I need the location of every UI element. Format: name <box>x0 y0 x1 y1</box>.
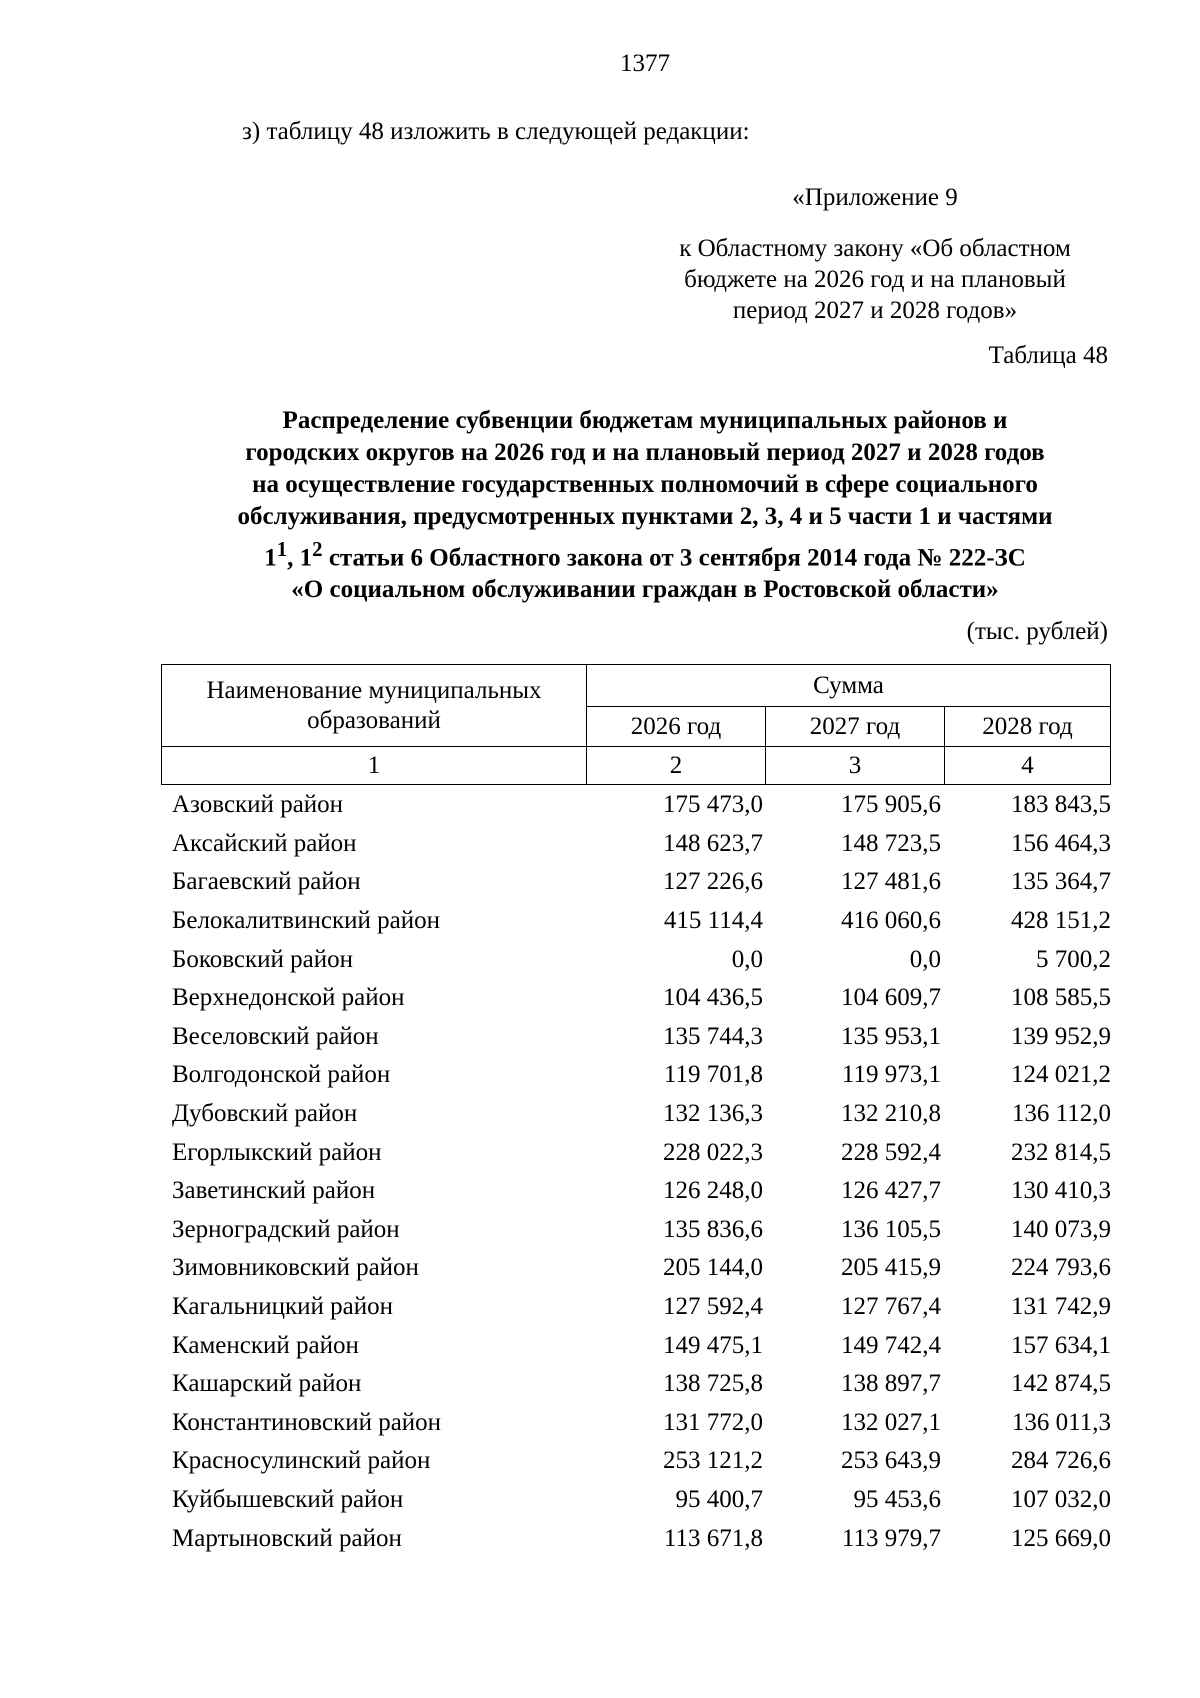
superscript: 2 <box>312 537 323 561</box>
value-2026: 127 226,6 <box>663 868 763 896</box>
municipality-name: Верхнедонской район <box>172 984 405 1012</box>
value-2027: 132 210,8 <box>841 1100 941 1128</box>
municipality-name: Каменский район <box>172 1331 359 1359</box>
value-2028: 157 634,1 <box>1011 1331 1111 1359</box>
table-row <box>161 1056 1111 1095</box>
value-2027: 104 609,7 <box>841 984 941 1012</box>
value-2027: 253 643,9 <box>841 1447 941 1475</box>
municipality-name: Куйбышевский район <box>172 1485 404 1513</box>
appendix-block <box>640 182 1110 326</box>
year-header: 2027 год <box>766 707 945 747</box>
value-2027: 205 415,9 <box>841 1254 941 1282</box>
value-2027: 127 481,6 <box>841 868 941 896</box>
table-row <box>161 940 1111 979</box>
value-2028: 139 952,9 <box>1011 1022 1111 1050</box>
sum-header: Сумма <box>587 665 1111 707</box>
municipality-name: Красносулинский район <box>172 1447 431 1475</box>
value-2027: 135 953,1 <box>841 1022 941 1050</box>
table-row <box>161 1211 1111 1250</box>
value-2027: 95 453,6 <box>853 1485 941 1513</box>
value-2026: 132 136,3 <box>663 1100 763 1128</box>
title-line <box>150 533 1140 574</box>
value-2026: 149 475,1 <box>663 1331 763 1359</box>
municipality-name: Аксайский район <box>172 829 357 857</box>
table-row <box>161 1018 1111 1057</box>
value-2028: 284 726,6 <box>1011 1447 1111 1475</box>
name-column-header <box>162 665 587 747</box>
title-line: «О социальном обслуживании граждан в Ростовской области» <box>291 576 999 604</box>
year-header: 2028 год <box>945 707 1111 747</box>
appendix-title: «Приложение 9 <box>792 184 958 211</box>
value-2026: 253 121,2 <box>663 1447 763 1475</box>
column-number: 2 <box>587 747 766 785</box>
value-2026: 228 022,3 <box>663 1138 763 1166</box>
units-label: (тыс. рублей) <box>966 618 1108 645</box>
municipality-name: Боковский район <box>172 945 353 973</box>
table-row <box>161 825 1111 864</box>
municipality-name: Азовский район <box>172 791 344 819</box>
value-2027: 0,0 <box>909 945 941 973</box>
value-2027: 138 897,7 <box>841 1370 941 1398</box>
appendix-line: период 2027 и 2028 годов» <box>732 297 1018 324</box>
page-number: 1377 <box>620 50 670 77</box>
value-2028: 5 700,2 <box>1036 945 1111 973</box>
value-2026: 415 114,4 <box>663 907 763 935</box>
value-2026: 205 144,0 <box>663 1254 763 1282</box>
appendix-line: бюджете на 2026 год и на плановый <box>684 266 1066 293</box>
value-2026: 138 725,8 <box>663 1370 763 1398</box>
value-2027: 127 767,4 <box>841 1293 941 1321</box>
value-2028: 224 793,6 <box>1011 1254 1111 1282</box>
value-2028: 232 814,5 <box>1011 1138 1111 1166</box>
value-2026: 127 592,4 <box>663 1293 763 1321</box>
municipality-name: Кагальницкий район <box>172 1293 394 1321</box>
table-row <box>161 863 1111 902</box>
value-2028: 156 464,3 <box>1011 829 1111 857</box>
value-2028: 142 874,5 <box>1011 1370 1111 1398</box>
value-2027: 149 742,4 <box>841 1331 941 1359</box>
municipality-name: Егорлыкский район <box>172 1138 382 1166</box>
year-header: 2026 год <box>587 707 766 747</box>
value-2027: 228 592,4 <box>841 1138 941 1166</box>
table-body <box>161 786 1111 1558</box>
value-2028: 135 364,7 <box>1011 868 1111 896</box>
table-row <box>161 1095 1111 1134</box>
value-2026: 126 248,0 <box>663 1177 763 1205</box>
municipality-name: Кашарский район <box>172 1370 362 1398</box>
table-row <box>161 1326 1111 1365</box>
table-row <box>161 979 1111 1018</box>
table-row <box>161 1365 1111 1404</box>
table-row <box>161 1249 1111 1288</box>
title-text: 1 <box>264 544 277 572</box>
document-title <box>150 405 1140 606</box>
municipality-name: Дубовский район <box>172 1100 358 1128</box>
value-2027: 113 979,7 <box>841 1524 941 1552</box>
municipality-name: Мартыновский район <box>172 1524 402 1552</box>
municipality-name: Белокалитвинский район <box>172 907 440 935</box>
value-2026: 135 744,3 <box>663 1022 763 1050</box>
table-row <box>161 1481 1111 1520</box>
header-line: образований <box>307 706 441 734</box>
header-line: Наименование муниципальных <box>206 676 542 704</box>
value-2027: 148 723,5 <box>841 829 941 857</box>
title-line: городских округов на 2026 год и на плановый период 2027 и 2028 годов <box>245 439 1045 466</box>
value-2027: 416 060,6 <box>841 907 941 935</box>
municipality-name: Заветинский район <box>172 1177 376 1205</box>
value-2027: 126 427,7 <box>841 1177 941 1205</box>
title-line: Распределение субвенции бюджетам муниципальных районов и <box>282 407 1008 434</box>
title-text: , 1 <box>287 544 313 572</box>
value-2026: 135 836,6 <box>663 1215 763 1243</box>
value-2026: 119 701,8 <box>663 1061 763 1089</box>
value-2027: 119 973,1 <box>841 1061 941 1089</box>
title-text: статьи 6 Областного закона от 3 сентября 2014 года № 222-ЗС <box>322 544 1026 572</box>
superscript: 1 <box>276 537 288 561</box>
value-2028: 183 843,5 <box>1011 791 1111 819</box>
table-row <box>161 902 1111 941</box>
value-2028: 108 585,5 <box>1011 984 1111 1012</box>
value-2028: 125 669,0 <box>1011 1524 1111 1552</box>
table-row <box>161 1404 1111 1443</box>
value-2026: 131 772,0 <box>663 1408 763 1436</box>
value-2028: 136 112,0 <box>1011 1100 1111 1128</box>
table-header <box>161 664 1111 785</box>
value-2028: 107 032,0 <box>1011 1485 1111 1513</box>
value-2028: 130 410,3 <box>1011 1177 1111 1205</box>
appendix-line: к Областному закону «Об областном <box>679 235 1071 262</box>
value-2027: 136 105,5 <box>841 1215 941 1243</box>
municipality-name: Зерноградский район <box>172 1215 400 1243</box>
table-row <box>161 1172 1111 1211</box>
value-2028: 131 742,9 <box>1011 1293 1111 1321</box>
column-number: 1 <box>162 747 587 785</box>
municipality-name: Зимовниковский район <box>172 1254 419 1282</box>
title-line: обслуживания, предусмотренных пунктами 2, 3, 4 и 5 части 1 и частями <box>237 503 1053 530</box>
municipality-name: Веселовский район <box>172 1022 379 1050</box>
table-row <box>161 1288 1111 1327</box>
table-row <box>161 1133 1111 1172</box>
title-line: на осуществление государственных полномочий в сфере социального <box>252 471 1038 498</box>
value-2028: 136 011,3 <box>1011 1408 1111 1436</box>
table-row <box>161 1442 1111 1481</box>
table-label: Таблица 48 <box>988 342 1108 369</box>
value-2026: 104 436,5 <box>663 984 763 1012</box>
municipality-name: Волгодонской район <box>172 1061 391 1089</box>
value-2026: 0,0 <box>731 945 763 973</box>
instruction-text: з) таблицу 48 изложить в следующей редакции: <box>242 118 750 145</box>
value-2026: 95 400,7 <box>675 1485 763 1513</box>
value-2027: 175 905,6 <box>841 791 941 819</box>
column-number: 3 <box>766 747 945 785</box>
municipality-name: Константиновский район <box>172 1408 442 1436</box>
column-number: 4 <box>945 747 1111 785</box>
table-row <box>161 1519 1111 1558</box>
value-2028: 124 021,2 <box>1011 1061 1111 1089</box>
value-2028: 140 073,9 <box>1011 1215 1111 1243</box>
value-2026: 175 473,0 <box>663 791 763 819</box>
municipality-name: Багаевский район <box>172 868 361 896</box>
value-2026: 113 671,8 <box>663 1524 763 1552</box>
table-row <box>161 786 1111 825</box>
value-2028: 428 151,2 <box>1011 907 1111 935</box>
value-2027: 132 027,1 <box>841 1408 941 1436</box>
value-2026: 148 623,7 <box>663 829 763 857</box>
